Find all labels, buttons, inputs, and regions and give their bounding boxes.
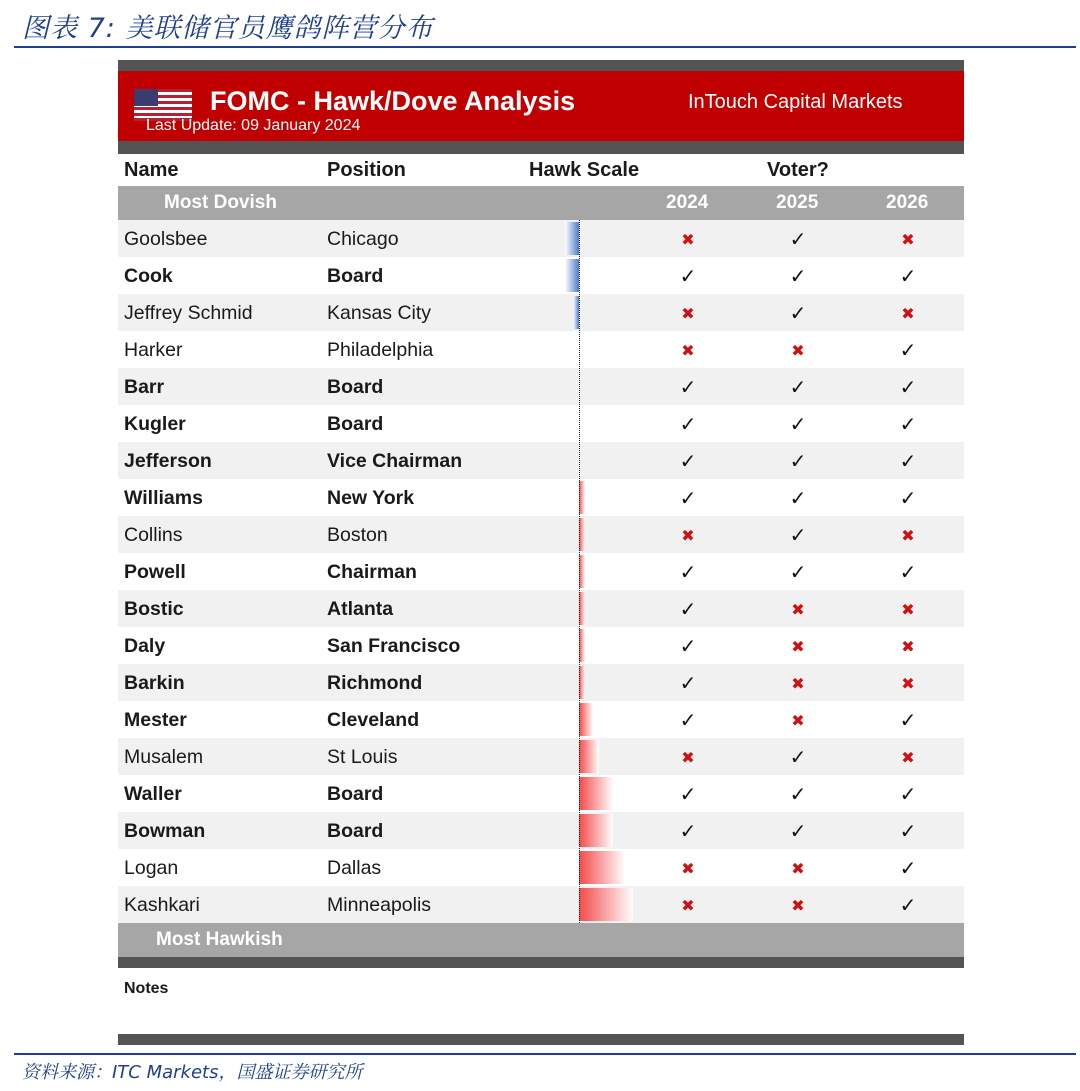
hawk-scale-bar bbox=[579, 814, 613, 847]
check-icon: ✓ bbox=[789, 414, 807, 436]
table-row bbox=[118, 664, 964, 701]
check-icon: ✓ bbox=[679, 673, 697, 695]
member-position: Board bbox=[327, 376, 384, 398]
cross-icon: ✖ bbox=[791, 602, 805, 619]
header-position: Position bbox=[327, 159, 406, 181]
member-name: Daly bbox=[124, 635, 166, 657]
check-icon: ✓ bbox=[899, 451, 917, 473]
member-rows bbox=[118, 220, 964, 923]
footer-gray-bar bbox=[118, 1034, 964, 1045]
member-name: Bostic bbox=[124, 598, 184, 620]
member-position: Dallas bbox=[327, 857, 382, 879]
member-position: Board bbox=[327, 413, 384, 435]
cross-icon: ✖ bbox=[791, 713, 805, 730]
cross-icon: ✖ bbox=[901, 602, 915, 619]
member-name: Collins bbox=[124, 524, 183, 546]
table-row bbox=[118, 553, 964, 590]
cross-icon: ✖ bbox=[791, 898, 805, 915]
banner bbox=[118, 71, 964, 141]
check-icon: ✓ bbox=[679, 377, 697, 399]
member-position: Board bbox=[327, 783, 384, 805]
member-position: St Louis bbox=[327, 746, 398, 768]
member-name: Bowman bbox=[124, 820, 206, 842]
header-name: Name bbox=[124, 159, 179, 181]
check-icon: ✓ bbox=[899, 784, 917, 806]
table-row bbox=[118, 701, 964, 738]
hawk-scale-bar bbox=[579, 777, 613, 810]
member-table bbox=[118, 220, 964, 923]
check-icon: ✓ bbox=[789, 562, 807, 584]
table-row bbox=[118, 368, 964, 405]
check-icon: ✓ bbox=[679, 451, 697, 473]
figure-source: 资料来源：ITC Markets，国盛证券研究所 bbox=[22, 1062, 363, 1083]
table-row bbox=[118, 812, 964, 849]
member-name: Barr bbox=[124, 376, 165, 398]
check-icon: ✓ bbox=[899, 377, 917, 399]
member-position: Boston bbox=[327, 524, 388, 546]
member-position: Chairman bbox=[327, 561, 417, 583]
hawk-scale-bar bbox=[579, 703, 593, 736]
table-row bbox=[118, 738, 964, 775]
banner-gray-bar bbox=[118, 141, 964, 154]
figure-title: 图表 7: 美联储官员鹰鸽阵营分布 bbox=[22, 13, 434, 44]
cross-icon: ✖ bbox=[791, 861, 805, 878]
year-2025: 2025 bbox=[776, 192, 819, 213]
header-hawk-scale: Hawk Scale bbox=[529, 159, 640, 181]
column-headers bbox=[118, 154, 964, 186]
title-divider bbox=[14, 46, 1076, 48]
cross-icon: ✖ bbox=[681, 528, 695, 545]
cross-icon: ✖ bbox=[901, 232, 915, 249]
header-voter: Voter? bbox=[767, 159, 829, 181]
year-2026: 2026 bbox=[886, 192, 929, 213]
member-name: Musalem bbox=[124, 746, 204, 768]
member-position: Minneapolis bbox=[327, 894, 432, 916]
cross-icon: ✖ bbox=[901, 306, 915, 323]
check-icon: ✓ bbox=[679, 636, 697, 658]
table-row bbox=[118, 775, 964, 812]
check-icon: ✓ bbox=[679, 599, 697, 621]
check-icon: ✓ bbox=[899, 488, 917, 510]
table-row bbox=[118, 516, 964, 553]
check-icon: ✓ bbox=[899, 340, 917, 362]
hawk-scale-bar bbox=[565, 259, 579, 292]
brand-name: InTouch Capital Markets bbox=[688, 91, 903, 113]
check-icon: ✓ bbox=[679, 821, 697, 843]
member-name: Jeffrey Schmid bbox=[124, 302, 253, 324]
member-position: Atlanta bbox=[327, 598, 394, 620]
cross-icon: ✖ bbox=[681, 306, 695, 323]
check-icon: ✓ bbox=[899, 710, 917, 732]
cross-icon: ✖ bbox=[791, 343, 805, 360]
check-icon: ✓ bbox=[789, 821, 807, 843]
check-icon: ✓ bbox=[899, 821, 917, 843]
member-position: New York bbox=[327, 487, 415, 509]
hawk-scale-bar bbox=[579, 851, 625, 884]
cross-icon: ✖ bbox=[791, 676, 805, 693]
member-position: Board bbox=[327, 265, 384, 287]
most-hawkish-label: Most Hawkish bbox=[156, 929, 283, 950]
check-icon: ✓ bbox=[679, 784, 697, 806]
check-icon: ✓ bbox=[679, 562, 697, 584]
hawk-scale-axis bbox=[579, 220, 580, 923]
hawk-scale-bar bbox=[579, 888, 633, 921]
most-dovish-row bbox=[118, 186, 964, 220]
year-2024: 2024 bbox=[666, 192, 709, 213]
check-icon: ✓ bbox=[899, 895, 917, 917]
member-name: Barkin bbox=[124, 672, 185, 694]
table-row bbox=[118, 479, 964, 516]
notes-label: Notes bbox=[124, 980, 169, 997]
table-row bbox=[118, 331, 964, 368]
check-icon: ✓ bbox=[679, 266, 697, 288]
cross-icon: ✖ bbox=[681, 232, 695, 249]
check-icon: ✓ bbox=[789, 525, 807, 547]
check-icon: ✓ bbox=[899, 414, 917, 436]
cross-icon: ✖ bbox=[901, 750, 915, 767]
fomc-panel bbox=[118, 60, 964, 1045]
table-row bbox=[118, 627, 964, 664]
source-divider bbox=[14, 1053, 1076, 1055]
check-icon: ✓ bbox=[899, 266, 917, 288]
member-name: Powell bbox=[124, 561, 186, 583]
table-row bbox=[118, 294, 964, 331]
cross-icon: ✖ bbox=[901, 528, 915, 545]
cross-icon: ✖ bbox=[681, 343, 695, 360]
member-position: Richmond bbox=[327, 672, 423, 694]
table-row bbox=[118, 849, 964, 886]
check-icon: ✓ bbox=[789, 266, 807, 288]
check-icon: ✓ bbox=[789, 229, 807, 251]
cross-icon: ✖ bbox=[791, 639, 805, 656]
member-name: Waller bbox=[124, 783, 182, 805]
member-position: Cleveland bbox=[327, 709, 420, 731]
most-hawkish-row bbox=[118, 923, 964, 957]
hawk-scale-bar bbox=[579, 740, 599, 773]
member-name: Cook bbox=[124, 265, 173, 287]
table-row bbox=[118, 405, 964, 442]
member-name: Kashkari bbox=[124, 894, 200, 916]
member-name: Williams bbox=[124, 487, 203, 509]
check-icon: ✓ bbox=[679, 414, 697, 436]
hawk-scale-bar bbox=[565, 222, 579, 255]
cross-icon: ✖ bbox=[901, 676, 915, 693]
top-gray-bar bbox=[118, 60, 964, 71]
member-position: Philadelphia bbox=[327, 339, 434, 361]
table-row bbox=[118, 886, 964, 923]
cross-icon: ✖ bbox=[681, 750, 695, 767]
cross-icon: ✖ bbox=[681, 861, 695, 878]
check-icon: ✓ bbox=[679, 488, 697, 510]
check-icon: ✓ bbox=[789, 303, 807, 325]
member-position: Chicago bbox=[327, 228, 399, 250]
member-name: Goolsbee bbox=[124, 228, 208, 250]
check-icon: ✓ bbox=[789, 488, 807, 510]
table-row bbox=[118, 220, 964, 257]
notes-area bbox=[118, 968, 964, 1034]
member-position: Board bbox=[327, 820, 384, 842]
check-icon: ✓ bbox=[789, 451, 807, 473]
banner-title: FOMC - Hawk/Dove Analysis bbox=[210, 86, 576, 116]
check-icon: ✓ bbox=[899, 858, 917, 880]
check-icon: ✓ bbox=[679, 710, 697, 732]
last-update: Last Update: 09 January 2024 bbox=[146, 117, 361, 134]
check-icon: ✓ bbox=[789, 784, 807, 806]
table-row bbox=[118, 442, 964, 479]
table-row bbox=[118, 590, 964, 627]
table-row bbox=[118, 257, 964, 294]
check-icon: ✓ bbox=[899, 562, 917, 584]
cross-icon: ✖ bbox=[681, 898, 695, 915]
member-name: Jefferson bbox=[124, 450, 212, 472]
member-position: San Francisco bbox=[327, 635, 461, 657]
check-icon: ✓ bbox=[789, 377, 807, 399]
cross-icon: ✖ bbox=[901, 639, 915, 656]
check-icon: ✓ bbox=[789, 747, 807, 769]
bottom-gray-bar bbox=[118, 957, 964, 968]
member-position: Kansas City bbox=[327, 302, 432, 324]
member-name: Kugler bbox=[124, 413, 186, 435]
member-name: Harker bbox=[124, 339, 183, 361]
member-name: Mester bbox=[124, 709, 187, 731]
member-name: Logan bbox=[124, 857, 179, 879]
member-position: Vice Chairman bbox=[327, 450, 463, 472]
most-dovish-label: Most Dovish bbox=[164, 192, 277, 213]
